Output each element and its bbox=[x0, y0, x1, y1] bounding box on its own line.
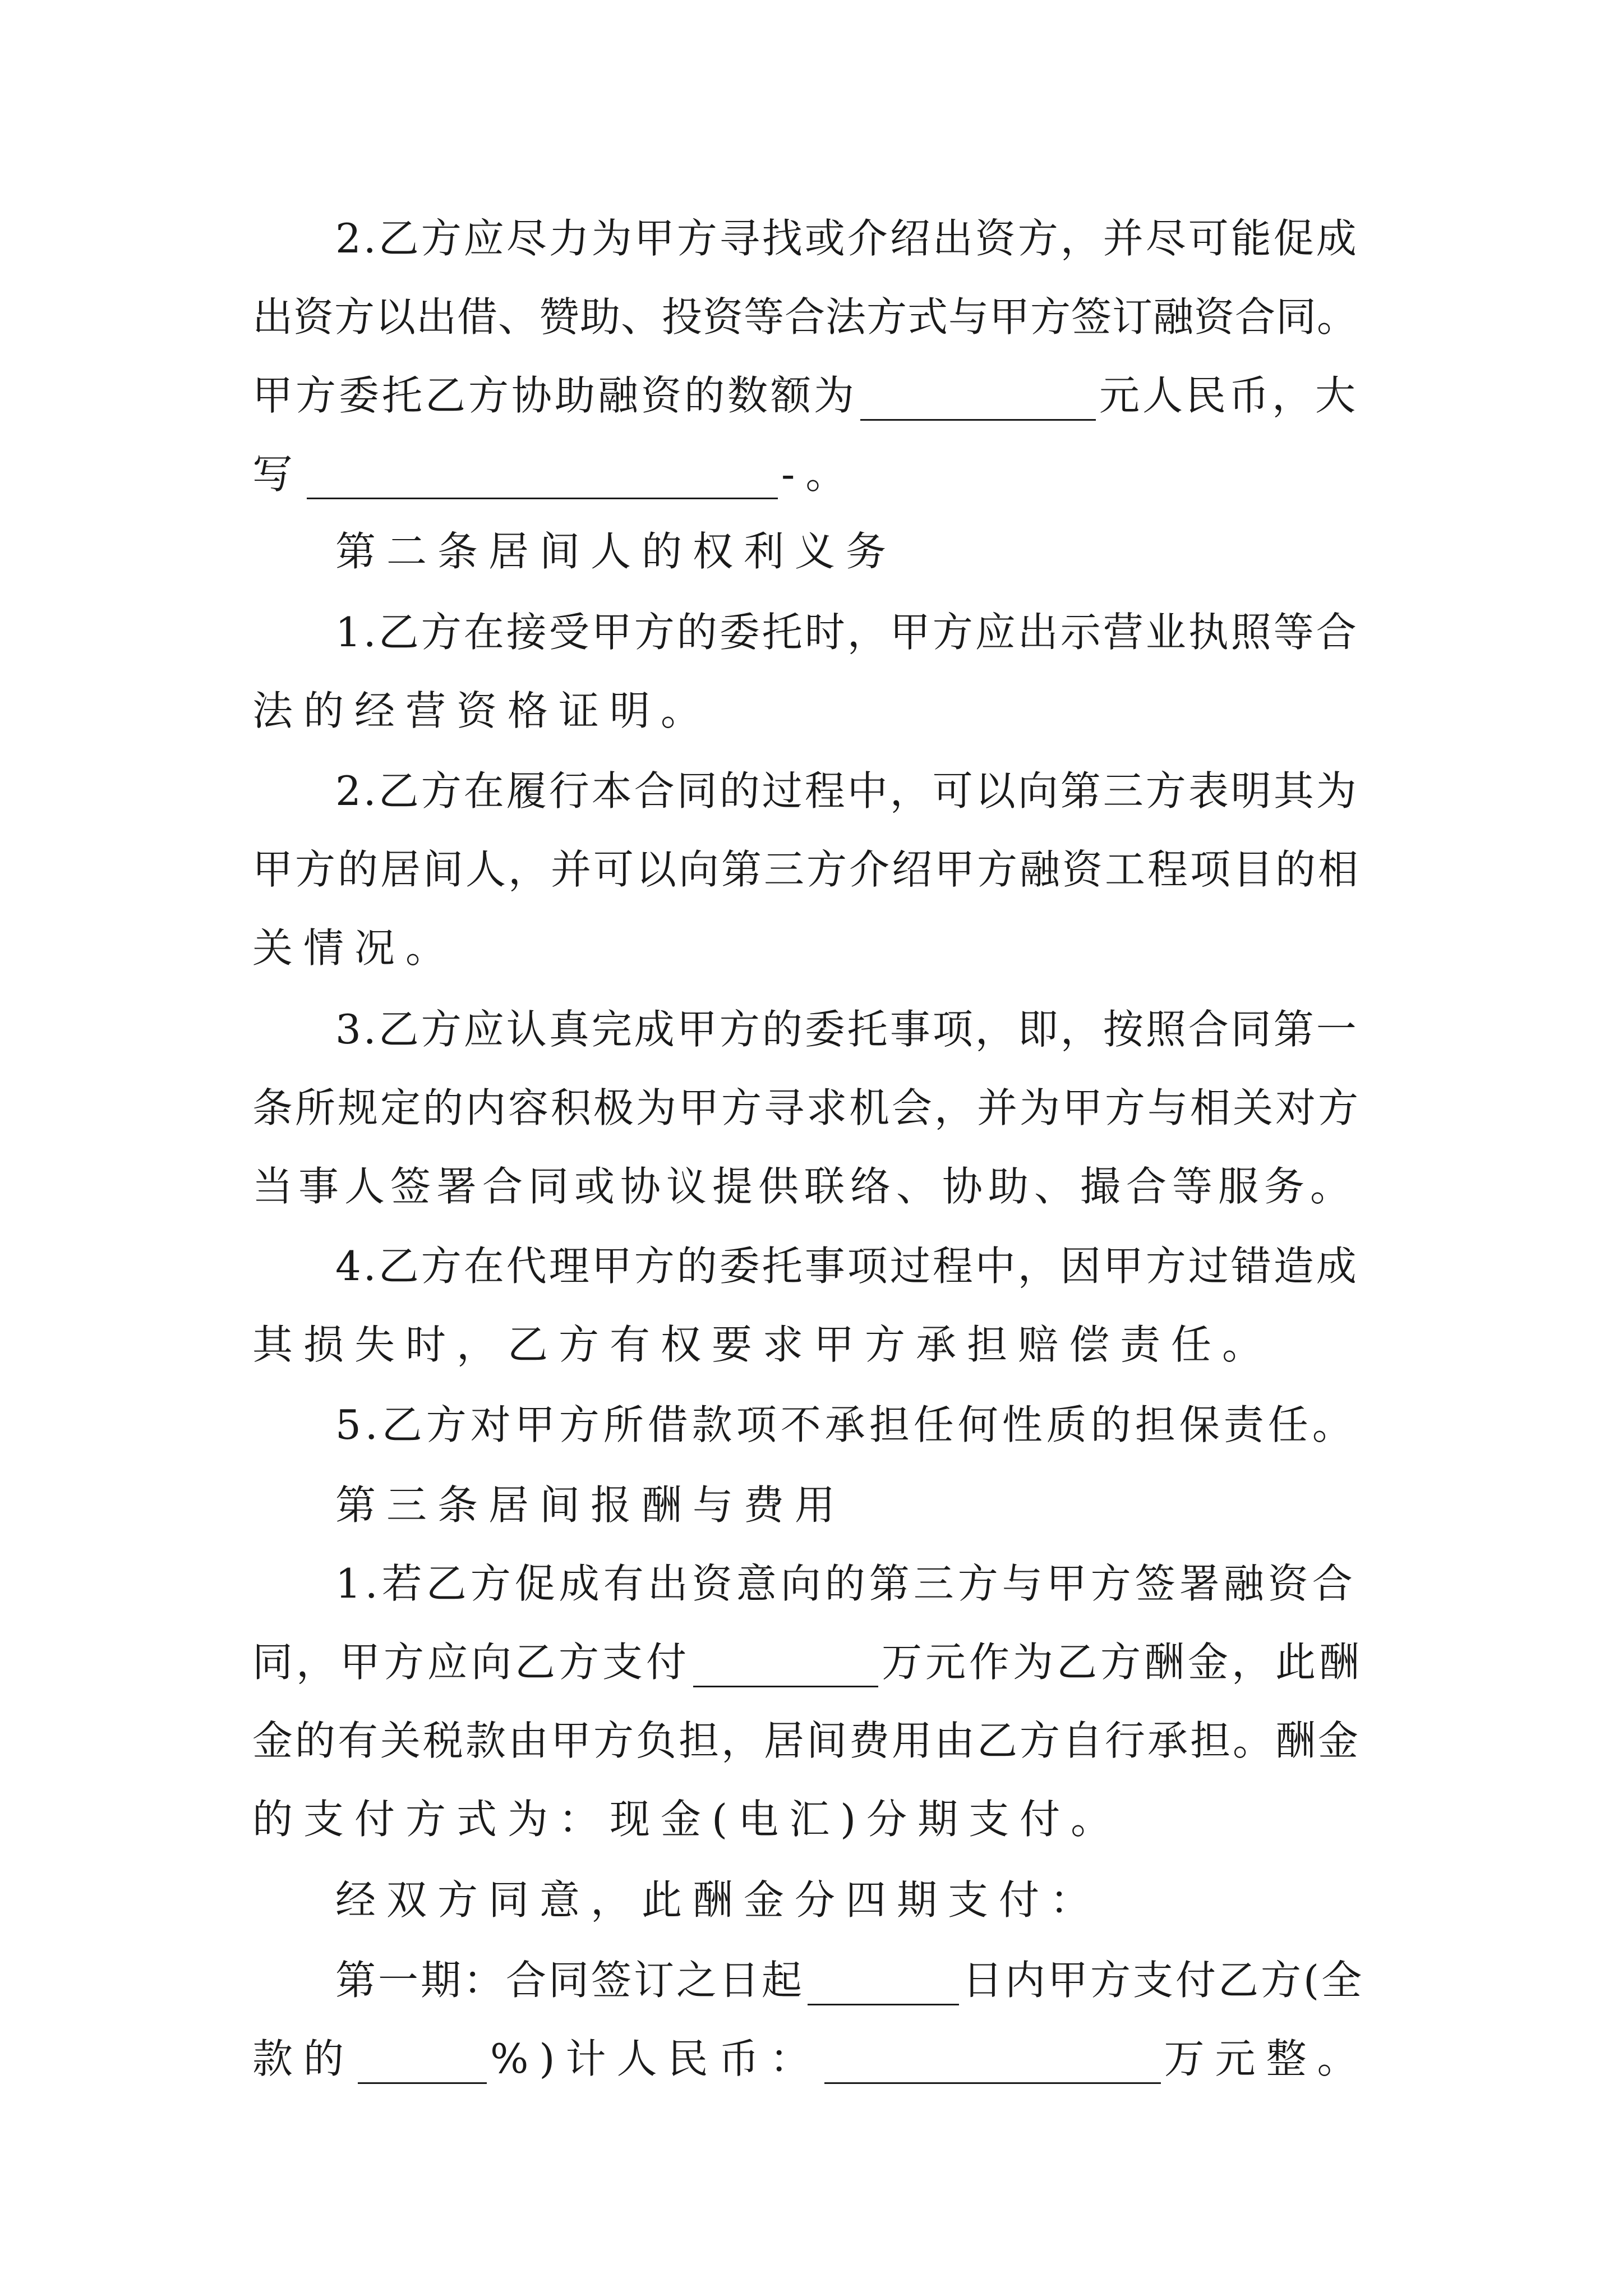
text-run: 的支付方式为：现金(电汇)分期支付。 bbox=[252, 1796, 1122, 1843]
text-run: 1.乙方在接受甲方的委托时，甲方应出示营业执照等合 bbox=[335, 609, 1359, 656]
text-run: 万元作为乙方酬金，此酬 bbox=[882, 1639, 1363, 1686]
text-run: 同，甲方应向乙方支付 bbox=[252, 1639, 690, 1686]
text-run: 金的有关税款由甲方负担，居间费用由乙方自行承担。酬金 bbox=[252, 1717, 1361, 1764]
paragraph-line bbox=[335, 1004, 1359, 1055]
paragraph-line bbox=[252, 449, 856, 499]
text-run: 3.乙方应认真完成甲方的委托事项，即，按照合同第一 bbox=[335, 1006, 1359, 1053]
fill-blank-days[interactable] bbox=[808, 1964, 959, 2005]
text-run: 款的 bbox=[252, 2035, 355, 2082]
fill-blank-amount-in-words[interactable] bbox=[307, 458, 778, 499]
paragraph-line bbox=[252, 923, 457, 973]
paragraph-line bbox=[252, 2033, 1368, 2084]
text-run: %)计人民币： bbox=[490, 2035, 821, 2082]
paragraph-line bbox=[335, 1400, 1357, 1450]
text-run: 甲方的居间人，并可以向第三方介绍甲方融资工程项目的相 bbox=[252, 846, 1361, 893]
text-run: 4.乙方在代理甲方的委托事项过程中，因甲方过错造成 bbox=[335, 1243, 1359, 1290]
text-run: 其损失时，乙方有权要求甲方承担赔偿责任。 bbox=[252, 1321, 1274, 1368]
text-run: 2.乙方应尽力为甲方寻找或介绍出资方，并尽可能促成 bbox=[335, 215, 1359, 262]
fill-blank-fee[interactable] bbox=[693, 1646, 878, 1687]
text-run: 出资方以出借、赞助、投资等合法方式与甲方签订融资合同。 bbox=[252, 293, 1358, 341]
text-run: 第一期：合同签订之日起 bbox=[335, 1957, 805, 2004]
paragraph-line bbox=[252, 685, 712, 736]
text-run: 元人民币，大 bbox=[1099, 372, 1359, 419]
paragraph-line bbox=[252, 292, 1358, 342]
fill-blank-amount[interactable] bbox=[860, 380, 1096, 421]
paragraph-line bbox=[252, 1794, 1122, 1844]
paragraph-line bbox=[252, 1715, 1361, 1766]
paragraph-line bbox=[252, 1083, 1361, 1133]
paragraph-line bbox=[335, 1875, 1101, 1925]
text-run: 万元整。 bbox=[1164, 2035, 1368, 2082]
text-run: 第二条居间人的权利义务 bbox=[335, 528, 897, 575]
fill-blank-installment-amount[interactable] bbox=[824, 2043, 1161, 2084]
text-run: 法的经营资格证明。 bbox=[252, 687, 712, 734]
text-run: 当事人签署合同或协议提供联络、协助、撮合等服务。 bbox=[252, 1163, 1357, 1210]
paragraph-line bbox=[335, 1241, 1359, 1291]
fill-blank-percent[interactable] bbox=[358, 2043, 487, 2084]
text-run: 条所规定的内容积极为甲方寻求机会，并为甲方与相关对方 bbox=[252, 1084, 1361, 1131]
paragraph-line bbox=[252, 370, 1358, 421]
text-run: -。 bbox=[781, 450, 857, 498]
paragraph-line bbox=[252, 1161, 1356, 1212]
text-run: 日内甲方支付乙方(全 bbox=[962, 1957, 1364, 2004]
paragraph-line bbox=[335, 1955, 1364, 2005]
text-run: 经双方同意，此酬金分四期支付： bbox=[335, 1876, 1101, 1924]
paragraph-line bbox=[252, 844, 1361, 895]
text-run: 5.乙方对甲方所借款项不承担任何性质的担保责任。 bbox=[335, 1401, 1357, 1448]
section-heading bbox=[335, 1480, 846, 1530]
text-run: 第三条居间报酬与费用 bbox=[335, 1481, 846, 1529]
text-run: 甲方委托乙方协助融资的数额为 bbox=[252, 372, 857, 419]
text-run: 1.若乙方促成有出资意向的第三方与甲方签署融资合 bbox=[335, 1560, 1357, 1607]
paragraph-line bbox=[335, 1558, 1357, 1609]
text-run: 2.乙方在履行本合同的过程中，可以向第三方表明其为 bbox=[335, 767, 1359, 815]
paragraph-line bbox=[252, 1637, 1363, 1687]
section-heading bbox=[335, 526, 897, 577]
text-run: 写 bbox=[252, 450, 304, 498]
paragraph-line bbox=[335, 766, 1359, 816]
text-run: 关情况。 bbox=[252, 924, 457, 972]
paragraph-line bbox=[335, 213, 1359, 264]
paragraph-line bbox=[252, 1319, 1273, 1370]
paragraph-line bbox=[335, 607, 1359, 657]
